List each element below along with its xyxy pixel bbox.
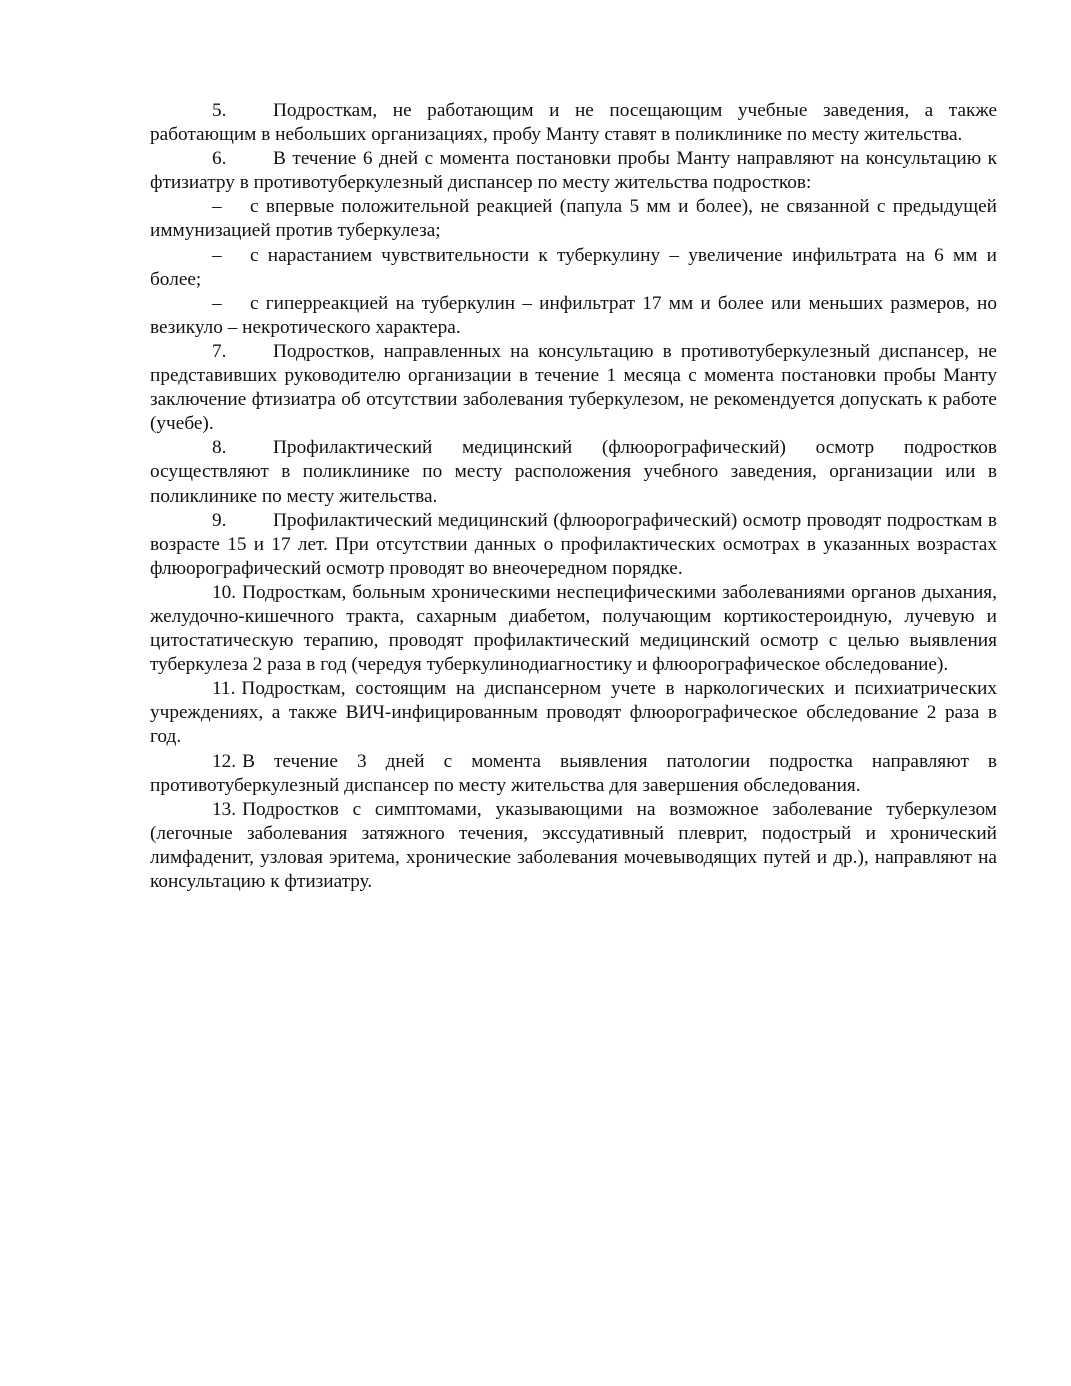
list-item-10 (150, 581, 997, 677)
item-text: Профилактический медицинский (флюорографический) осмотр проводят подросткам в возрасте 15 и 17 лет. При отсутствии данных о профилактических осмотрах в указанных возрастах флюорографический осмотр проводят во внеочередном порядке. (150, 509, 997, 579)
item-number: 5. (212, 100, 227, 121)
item-text: Подростков с симптомами, указывающими на возможное заболевание туберкулезом (легочные заболевания затяжного течения, экссудативный плеврит, подострый и хронический лимфаденит, узловая эритема, хронические заболевания мочевыводящих путей и др.), направляют на консультацию к фтизиатру. (150, 798, 997, 892)
dash-marker: – (212, 244, 222, 266)
document-page (150, 99, 997, 894)
item-text: Подросткам, состоящим на диспансерном учете в наркологических и психиатрических учреждениях, а также ВИЧ-инфицированным проводят флюорографическое обследование 2 раза в год. (150, 678, 997, 748)
list-item-12 (150, 750, 997, 798)
item-number: 7. (212, 340, 227, 362)
item-text: В течение 6 дней с момента постановки пробы Манту направляют на консультацию к фтизиатру в противотуберкулезный диспансер по месту жительства подростков: (150, 148, 997, 194)
item-text: с нарастанием чувствительности к туберкулину – увеличение инфильтрата на 6 мм и более; (150, 244, 997, 290)
item-text: Подросткам, больным хроническими неспецифическими заболеваниями органов дыхания, желудочно-кишечного тракта, сахарным диабетом, получающим кортикостероидную, лучевую и цитостатическую терапию, проводят профилактический медицинский осмотр с целью выявления туберкулеза 2 раза в год (чередуя туберкулинодиагностику и флюорографическое обследование). (150, 581, 997, 676)
list-item-8 (150, 436, 997, 508)
list-item-6 (150, 147, 997, 195)
item-text: Подросткам, не работающим и не посещающим учебные заведения, а также работающим в небольших организациях, пробу Манту ставят в поликлинике по месту жительства. (150, 100, 997, 146)
list-item-13 (150, 798, 997, 894)
item-number: 9. (212, 509, 227, 531)
item-number: 12. (212, 750, 237, 772)
dash-marker: – (212, 196, 222, 218)
item-number: 11. (212, 678, 236, 700)
item-number: 13. (212, 798, 237, 820)
item-text: с впервые положительной реакцией (папула 5 мм и более), не связанной с предыдущей иммунизацией против туберкулеза; (150, 196, 997, 242)
item-number: 10. (212, 581, 237, 603)
item-text: В течение 3 дней с момента выявления патологии подростка направляют в противотуберкулезный диспансер по месту жительства для завершения обследования. (150, 750, 997, 796)
sub-item-sensitivity-increase (150, 244, 997, 292)
item-number: 8. (212, 437, 227, 459)
sub-item-first-positive (150, 195, 997, 243)
list-item-9 (150, 509, 997, 581)
sub-item-hyperreaction (150, 292, 997, 340)
list-item-11 (150, 677, 997, 749)
list-item-7 (150, 340, 997, 436)
item-text: Профилактический медицинский (флюорографический) осмотр подростков осуществляют в поликлинике по месту расположения учебного заведения, организации или в поликлинике по месту жительства. (150, 437, 997, 507)
dash-marker: – (212, 292, 222, 314)
item-text: Подростков, направленных на консультацию в противотуберкулезный диспансер, не представивших руководителю организации в течение 1 месяца с момента постановки пробы Манту заключение фтизиатра об отсутствии заболевания туберкулезом, не рекомендуется допускать к работе (учебе). (150, 340, 997, 435)
list-item-5 (150, 99, 997, 147)
item-text: с гиперреакцией на туберкулин – инфильтрат 17 мм и более или меньших размеров, но везикуло – некротического характера. (150, 292, 997, 338)
item-number: 6. (212, 148, 227, 170)
